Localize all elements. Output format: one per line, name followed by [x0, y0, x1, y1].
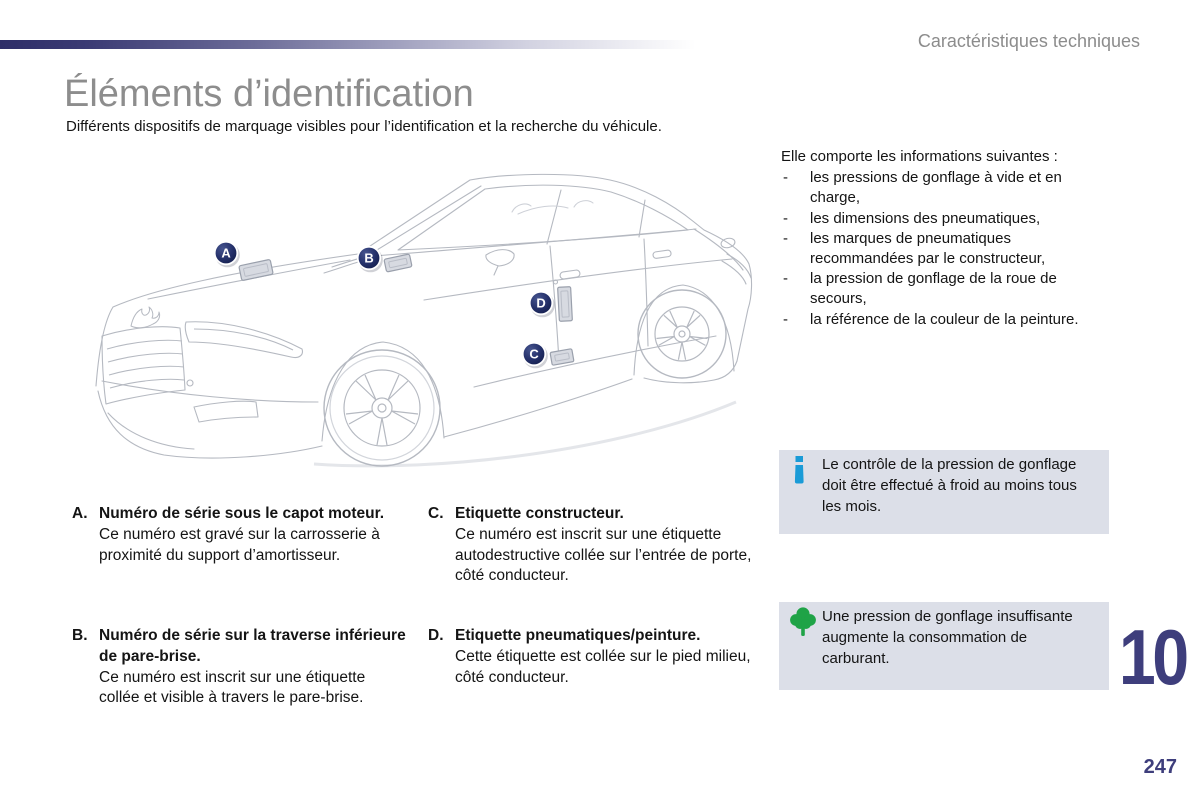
tyre-label-info-list [780, 147, 1112, 330]
front-wheel [324, 350, 440, 466]
marker-c-letter: C [529, 346, 539, 362]
marker-b-letter: B [364, 250, 374, 266]
section-b [72, 626, 409, 709]
marker-c-badge [523, 343, 548, 369]
list-item: - les marques de pneumatiques recommandées par le constructeur, [780, 229, 1105, 269]
section-a [72, 504, 409, 566]
marker-b-badge [358, 247, 383, 273]
rear-wheel [638, 290, 726, 378]
plate-a [239, 259, 273, 280]
lion-badge [131, 307, 160, 328]
list-item: - la référence de la couleur de la peinture. [780, 310, 1105, 330]
info-icon [792, 455, 806, 490]
page-title: Éléments d’identification [64, 73, 474, 115]
section-a-title: Numéro de série sous le capot moteur. [99, 505, 385, 522]
section-d-body: Cette étiquette est collée sur le pied milieu, côté conducteur. [455, 647, 751, 686]
list-item: - la pression de gonflage de la roue de secours, [780, 269, 1105, 309]
car-identification-diagram [82, 150, 766, 482]
section-a-label: A. [72, 505, 88, 522]
plate-b [384, 254, 412, 272]
section-c-body: Ce numéro est inscrit sur une étiquette autodestructive collée sur l’entrée de porte, côté conducteur. [455, 525, 752, 585]
eco-note-box [779, 602, 1109, 690]
info-list-intro: Elle comporte les informations suivantes : [781, 148, 1058, 165]
chapter-header-label: Caractéristiques techniques [917, 31, 1140, 51]
section-b-body: Ce numéro est inscrit sur une étiquette collée et visible à travers le pare-brise. [99, 668, 366, 707]
marker-d-letter: D [536, 295, 546, 311]
section-b-label: B. [72, 627, 88, 644]
marker-a-badge [215, 242, 240, 268]
list-item: - les dimensions des pneumatiques, [780, 209, 1105, 229]
plate-c [550, 349, 574, 366]
header-gradient-bar [0, 40, 732, 49]
plate-d [558, 287, 573, 322]
page-number: 247 [1143, 756, 1177, 778]
fog-lamp [194, 401, 258, 422]
info-list [780, 168, 1112, 330]
info-note-box [779, 450, 1109, 534]
section-d-label: D. [428, 627, 444, 644]
section-c-label: C. [428, 505, 444, 522]
section-c-title: Etiquette constructeur. [455, 505, 624, 522]
info-note-text: Le contrôle de la pression de gonflage doit être effectué à froid au moins tous les mois. [822, 456, 1077, 515]
section-d [428, 626, 773, 688]
ground-shadow [314, 402, 736, 466]
car-line-drawing [82, 150, 766, 482]
section-b-title: Numéro de série sur la traverse inférieure de pare-brise. [99, 627, 406, 665]
marker-a-letter: A [221, 245, 231, 261]
list-item: - les pressions de gonflage à vide et en charge, [780, 168, 1105, 208]
chapter-number: 10 [1119, 613, 1186, 701]
marker-d-badge [530, 292, 555, 318]
eco-note-text: Une pression de gonflage insuffisante augmente la consommation de carburant. [822, 608, 1073, 667]
headlight [185, 322, 302, 358]
page-subtitle: Différents dispositifs de marquage visibles pour l’identification et la recherche du véhicule. [66, 118, 662, 135]
section-a-body: Ce numéro est gravé sur la carrosserie à proximité du support d’amortisseur. [99, 525, 380, 564]
eco-tree-icon [788, 606, 818, 645]
section-d-title: Etiquette pneumatiques/peinture. [455, 627, 701, 644]
section-c [428, 504, 773, 587]
car-body [96, 174, 752, 458]
